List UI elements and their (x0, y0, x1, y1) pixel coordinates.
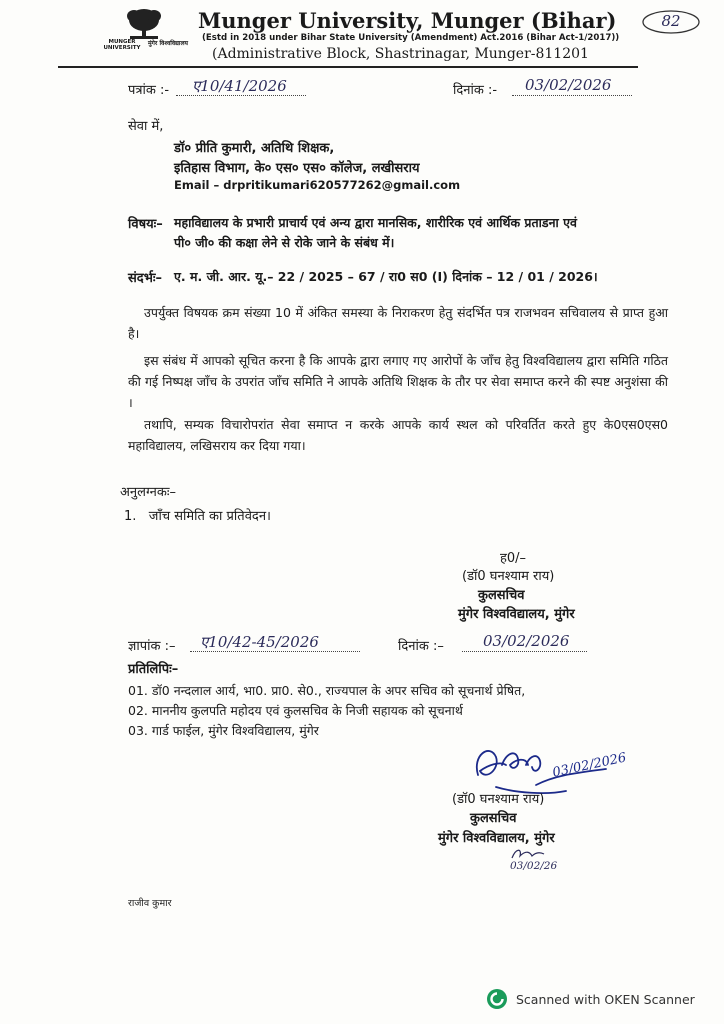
memo-date-value: 03/02/2026 (483, 632, 570, 650)
addressee-name: डॉ० प्रीति कुमारी, अतिथि शिक्षक, (174, 141, 335, 156)
enclosure-item: 1. जाँच समिति का प्रतिवेदन। (124, 509, 271, 524)
memo-number: ए10/42-45/2026 (200, 633, 319, 651)
university-address: (Administrative Block, Shastrinagar, Munger-811201 (212, 46, 589, 62)
subject-line-1: महाविद्यालय के प्रभारी प्राचार्य एवं अन्य द्वारा मानसिक, शारीरिक एवं आर्थिक प्रताडना एवं (174, 215, 577, 230)
memo-date-label: दिनांक :– (398, 639, 444, 654)
reference-line-label: संदर्भः– (128, 271, 162, 286)
copy-item-1: 01. डॉ0 नन्दलाल आर्य, भा0. प्रा0. से0., राज्यपाल के अपर सचिव को सूचनार्थ प्रेषित, (128, 683, 526, 698)
reference-dotted-line (176, 95, 306, 96)
reference-number: ए10/41/2026 (192, 77, 287, 95)
page-number-mark (640, 8, 702, 36)
body-paragraph-2: इस संबंध में आपको सूचित करना है कि आपके द्वारा लगाए गए आरोपों के जाँच हेतु विश्वविद्यालय द्वारा समिति गठित की गई निष्पक्ष जाँच के उपरांत जाँच समिति ने आपके अतिथि शिक्षक के तौर पर सेवा समाप्त करने की स्पष्ट अनुशंसा की । (128, 353, 668, 410)
copy-label: प्रतिलिपिः– (128, 662, 179, 677)
university-logo (100, 6, 190, 58)
scanner-text: Scanned with OKEN Scanner (516, 991, 695, 1007)
logo-caption-en: MUNGER UNIVERSITY (103, 39, 141, 51)
signatory-office: मुंगेर विश्वविद्यालय, मुंगेर (458, 607, 575, 622)
subject-line-2: पी० जी० की कक्षा लेने से रोके जाने के संबंध में। (174, 235, 395, 250)
subject-label: विषयः– (128, 217, 163, 232)
body-paragraph-1: उपर्युक्त विषयक क्रम संख्या 10 में अंकित समस्या के निराकरण हेतु संदर्भित पत्र राजभवन सचिवालय से प्राप्त हुआ है। (128, 305, 668, 341)
signed-mark: ह0/– (500, 551, 527, 566)
signature-date: 03/02/2026 (551, 750, 628, 781)
page-number: 82 (661, 12, 681, 30)
signatory-office-2: मुंगेर विश्वविद्यालय, मुंगेर (438, 831, 555, 846)
addressee-department: इतिहास विभाग, के० एस० एस० कॉलेज, लखीसराय (174, 161, 420, 176)
date-label: दिनांक :- (453, 83, 498, 98)
logo-caption-hi: मुंगेर विश्वविद्यालय (147, 40, 189, 47)
initial-date: 03/02/26 (510, 860, 558, 872)
copy-item-2: 02. माननीय कुलपति महोदय एवं कुलसचिव के निजी सहायक को सूचनार्थ (128, 703, 463, 718)
scanner-logo-icon (486, 988, 508, 1010)
memo-date-dotted-line (462, 651, 587, 652)
establishment-note: (Estd in 2018 under Bihar State University (Amendment) Act.2016 (Bihar Act-1/2017)) (202, 33, 620, 43)
signatory-designation-2: कुलसचिव (470, 811, 517, 826)
addressee-email: Email – drpritikumari620577262@gmail.com (174, 178, 461, 192)
university-name: Munger University, Munger (Bihar) (198, 8, 617, 33)
copy-item-3: 03. गार्ड फाईल, मुंगेर विश्वविद्यालय, मुंगेर (128, 723, 319, 738)
date-dotted-line (512, 95, 632, 96)
reference-line-text: ए. म. जी. आर. यू.– 22 / 2025 – 67 / रा0 स0 (I) दिनांक – 12 / 01 / 2026। (174, 269, 598, 284)
reference-label: पत्रांक :- (128, 83, 170, 98)
memo-dotted-line (190, 651, 360, 652)
signatory-name: (डॉ0 घनश्याम राय) (462, 569, 555, 584)
salutation: सेवा में, (128, 119, 164, 134)
enclosure-label: अनुलग्नकः– (120, 485, 176, 500)
date-value: 03/02/2026 (525, 76, 612, 94)
body-paragraph-3: तथापि, सम्यक विचारोपरांत सेवा समाप्त न करके आपके कार्य स्थल को परिवर्तित करते हुए के0एस0एस0 महाविद्यालय, लखिसराय कर दिया गया। (128, 417, 668, 453)
header-divider (58, 66, 638, 68)
scanner-watermark (486, 988, 695, 1010)
clerk-name: राजीव कुमार (128, 898, 172, 909)
signatory-name-2: (डॉ0 घनश्याम राय) (452, 792, 545, 807)
memo-label: ज्ञापांक :– (128, 639, 176, 654)
signatory-designation: कुलसचिव (478, 588, 525, 603)
